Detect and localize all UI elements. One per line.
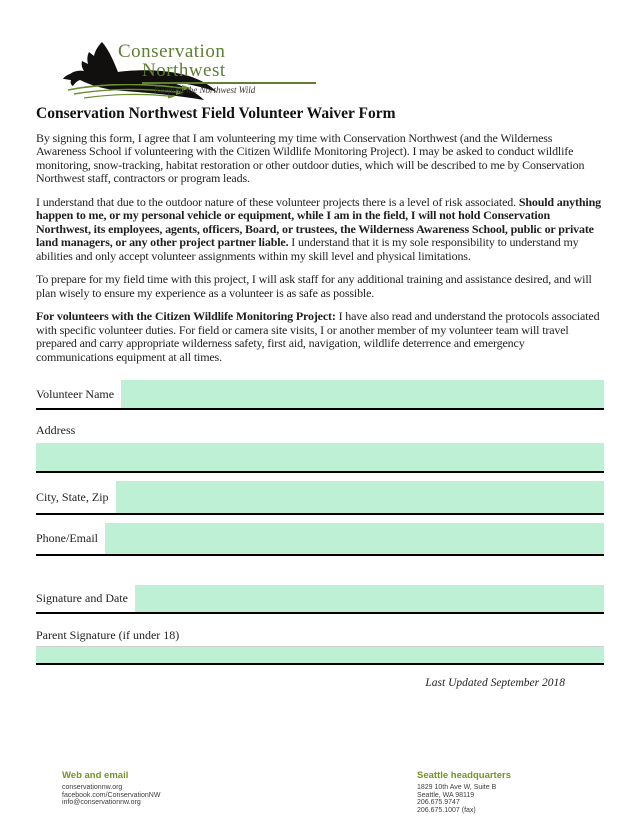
- footer-email-address: info@conservationnw.org: [62, 799, 141, 807]
- footer-website-url: conservationnw.org: [62, 784, 123, 791]
- footer-headquarters-heading: Seattle headquarters: [417, 770, 511, 781]
- monitoring-project-text: I have also read and understand the protocols associated with specific volunteer duties. For field or camera site visits, I or another member of my volunteer team will travel prepared and carry appropriate wilderness safety, first aid, navigation, wildlife deterrence and emergency communications equipment at all times.: [36, 309, 600, 364]
- preparation-text: To prepare for my field time with this project, I will ask staff for any additional training and assistance desired, and will plan wisely to ensure my experience as a volunteer is as safe as possible.: [36, 272, 592, 300]
- footer-headquarters-section: [417, 770, 511, 814]
- preparation-paragraph: [36, 273, 604, 300]
- phone-email-label: Phone/Email: [36, 531, 98, 546]
- city-state-zip-input[interactable]: [116, 481, 604, 513]
- risk-text-normal-1: I understand that due to the outdoor nature of these volunteer projects there is a level of risk associated.: [36, 194, 519, 209]
- footer-city-state-zip: Seattle, WA 98119: [417, 791, 475, 799]
- city-state-zip-label: City, State, Zip: [36, 489, 109, 504]
- phone-email-row: [36, 523, 604, 556]
- address-input[interactable]: [36, 443, 604, 473]
- footer-phone-number: 206.675.9747: [417, 799, 460, 807]
- organization-logo: [62, 40, 332, 100]
- phone-email-input[interactable]: [105, 523, 604, 554]
- footer-fax-number: 206.675.1007 (fax): [417, 806, 476, 814]
- footer-web-heading: Web and email: [62, 770, 129, 781]
- intro-paragraph: [36, 132, 604, 186]
- logo-tagline: Keeping the Northwest Wild: [154, 85, 256, 95]
- footer-facebook-url: facebook.com/ConservationNW: [62, 791, 161, 799]
- risk-text-normal-2: I understand that it is my sole responsibility to understand my abilities and only accept volunteer assignments within my skill level and physical limitations.: [36, 235, 579, 263]
- monitoring-project-paragraph: [36, 310, 604, 364]
- parent-signature-input[interactable]: [36, 646, 604, 665]
- parent-signature-label: Parent Signature (if under 18): [36, 628, 180, 643]
- liability-bold-text: Should anything happen to me, or my personal vehicle or equipment, while I am in the field, I will not hold Conservation Northwest, its employees, agents, officers, Board, or trustees, the Wilderness Awareness School, public or private land managers, or any other project partner liable.: [36, 194, 601, 250]
- intro-text: By signing this form, I agree that I am volunteering my time with Conservation Northwest (and the Wilderness Awareness School if volunteering with the Citizen Wildlife Monitoring Project). I may be asked to conduct wildlife monitoring, snow-tracking, habitat restoration or other outdoor duties, which will be described to me by Conservation Northwest staff, contractors or program leads.: [36, 130, 585, 186]
- footer-street-address: 1829 10th Ave W, Suite B: [417, 784, 497, 791]
- signature-date-row: [36, 585, 604, 614]
- address-label: Address: [36, 423, 76, 438]
- signature-date-label: Signature and Date: [36, 591, 128, 606]
- volunteer-name-label: Volunteer Name: [36, 386, 115, 401]
- logo-wordmark-line1: Conservation: [118, 41, 226, 62]
- logo-underline: [142, 82, 316, 84]
- footer-web-section: [62, 770, 160, 807]
- volunteer-name-row: [36, 380, 604, 410]
- signature-date-input[interactable]: [135, 585, 604, 612]
- last-updated-note: Last Updated September 2018: [425, 677, 565, 690]
- monitoring-project-bold-text: For volunteers with the Citizen Wildlife Monitoring Project:: [36, 309, 336, 324]
- city-state-zip-row: [36, 481, 604, 515]
- page-title: Conservation Northwest Field Volunteer Waiver Form: [36, 105, 396, 122]
- logo-wordmark-line2: Northwest: [142, 60, 226, 81]
- volunteer-name-input[interactable]: [121, 380, 604, 408]
- risk-paragraph: [36, 196, 604, 264]
